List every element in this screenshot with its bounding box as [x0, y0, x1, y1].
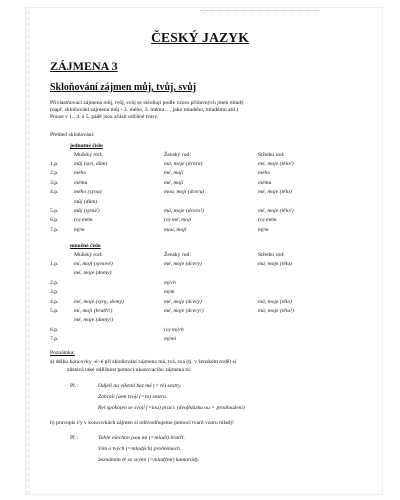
header-neuter: Střední rod:: [258, 152, 285, 158]
case-form: mé, mojí: [164, 170, 184, 177]
intro-line: Přivlastňovací zájmena můj, tvůj, svůj se skloňují podle vzoru přídavných jmen mladý: [50, 100, 244, 106]
case-label: 4.p.: [50, 298, 59, 305]
case-label: 7.p.: [50, 336, 59, 343]
case-form: můj (dům): [74, 198, 98, 205]
case-form: mé, moje (syny, domy): [74, 298, 124, 305]
case-form: (o) mém: [258, 217, 277, 224]
case-form: mé, moje (tělo!): [258, 208, 294, 214]
intro-line: (např. skloňování zájmena můj - 2. mého, 3. mému…, jako mladého, mladému atd.): [50, 107, 239, 114]
case-form: má, moje (těla): [258, 261, 293, 267]
case-label: 6.p.: [50, 326, 59, 333]
case-form: mého: [258, 170, 271, 177]
plural-row: [50, 316, 370, 324]
singular-row: [50, 188, 370, 196]
case-form: mé, mojí: [164, 179, 184, 186]
singular-row: [50, 207, 370, 215]
notes-label: Poznámka:: [50, 350, 75, 356]
case-label: 5.p.: [50, 308, 59, 314]
singular-row: [50, 160, 370, 168]
case-form: mému: [74, 179, 88, 186]
case-form: mé, moje (dcery): [164, 261, 202, 267]
note-a-example: Byl spokojen se svojí (=tou) prací. (dvojhláska ou = prodloužení): [98, 405, 245, 411]
plural-row: [50, 326, 370, 334]
singular-row: [50, 179, 370, 187]
singular-header-row: [50, 151, 370, 159]
note-a-example-label: Př.:: [70, 383, 78, 389]
page-title: ČESKÝ JAZYK: [151, 30, 249, 45]
singular-label: jednotné číslo: [70, 143, 103, 149]
plural-row: [50, 307, 370, 315]
singular-row: [50, 216, 370, 224]
case-form: má, moje (dcero!): [164, 208, 205, 214]
plural-row: [50, 288, 370, 296]
case-form: mými: [164, 336, 177, 343]
case-form: mým: [164, 289, 175, 296]
case-label: 2.p.: [50, 170, 59, 177]
case-form: mého (syna): [74, 189, 102, 196]
case-label: 1.p.: [50, 161, 59, 167]
case-form: má, moje (těla!): [258, 308, 294, 314]
plural-label: množné číslo: [70, 243, 101, 249]
note-b-example-label: Př.:: [70, 435, 78, 441]
plural-row: [50, 335, 370, 343]
header-dotted-line: [200, 10, 320, 13]
case-form: můj (synu!): [74, 208, 100, 214]
case-form: mou, mojí (dceru): [164, 189, 205, 196]
plural-row: [50, 279, 370, 287]
case-form: mé, moje (dcery!): [164, 308, 204, 314]
case-form: mým: [258, 226, 269, 233]
case-form: mí, moji (synové): [74, 261, 113, 267]
case-form: mé, moje (tělo): [258, 189, 292, 196]
page-edge-strip: [26, 8, 30, 494]
plural-row: [50, 260, 370, 268]
case-form: má, moje (dcera): [164, 161, 203, 167]
case-form: (o) mé, mojí: [164, 217, 192, 224]
note-a-example: Zabrali jsem tvojí (=tu) sestru.: [98, 394, 168, 400]
note-a-example: Odjeli na víkend bez mé (= té) sestry.: [98, 383, 182, 389]
case-label: 3.p.: [50, 179, 59, 186]
intro-paragraph: [50, 100, 370, 122]
case-label: 7.p.: [50, 226, 59, 233]
case-form: mou, mojí: [164, 226, 187, 233]
intro-line: Pouze v 1., 4. a 5. pádě jsou zčásti odlišné tvary.: [50, 114, 159, 121]
header-feminine: Ženský rod:: [164, 152, 191, 158]
case-form: mých: [164, 279, 176, 286]
singular-row: [50, 198, 370, 206]
note-b-example: Tohle všechno jsou mí (=mladí) bratři.: [98, 435, 185, 441]
overview-label: Přehled skloňování:: [50, 132, 95, 138]
header-masculine: Mužský rod:: [74, 152, 103, 158]
header-neuter: Střední rod:: [258, 252, 285, 258]
case-form: mému: [258, 179, 272, 186]
note-b-example: Vím o tvých (=mladých) problémech.: [98, 446, 182, 452]
case-form: mým: [74, 226, 85, 233]
case-form: mé, moje (domy): [74, 270, 112, 277]
plural-header-row: [50, 251, 370, 259]
singular-row: [50, 169, 370, 177]
case-form: má, moje (těla): [258, 298, 293, 305]
case-label: 3.p.: [50, 289, 59, 296]
case-label: 6.p.: [50, 217, 59, 224]
note-b-example: Seznámím tě se svými (=mladými) kamarády.: [98, 457, 200, 463]
header-feminine: Ženský rod:: [164, 252, 191, 258]
plural-row: [50, 269, 370, 277]
plural-row: [50, 298, 370, 306]
note-a-line: a) délku koncovky -é/-é při skloňování zájmena má, tvá, svá (tj. v ženském rodě) si: [50, 359, 237, 365]
note-b-line: b) pravopis i/y v koncovkách zájmen si odůvodňujeme pomocí tvarů vzoru mladý:: [50, 420, 235, 426]
case-label: 4.p.: [50, 189, 59, 196]
subsection-title: Skloňování zájmen můj, tvůj, svůj: [50, 82, 197, 93]
case-label: 1.p.: [50, 261, 59, 267]
singular-row: [50, 226, 370, 234]
header-masculine: Mužský rod:: [74, 252, 103, 258]
case-form: mé, moje (dcery): [164, 298, 202, 305]
section-title: ZÁJMENA 3: [50, 59, 118, 73]
case-form: (o) mých: [164, 326, 184, 333]
case-form: mé, moje (tělo!): [258, 161, 294, 167]
case-form: mé, moje (domy!): [74, 317, 114, 324]
case-form: mého: [74, 170, 87, 177]
case-form: (o) mém: [74, 217, 93, 224]
case-label: 2.p.: [50, 279, 59, 286]
case-form: mí, moji (bratři!): [74, 308, 113, 314]
case-label: 5.p.: [50, 208, 59, 214]
case-form: můj (syn, dům): [74, 161, 108, 167]
note-a-line: zůstává také odlišnost pomocí ukazovacího zájmena tu:: [67, 367, 192, 373]
